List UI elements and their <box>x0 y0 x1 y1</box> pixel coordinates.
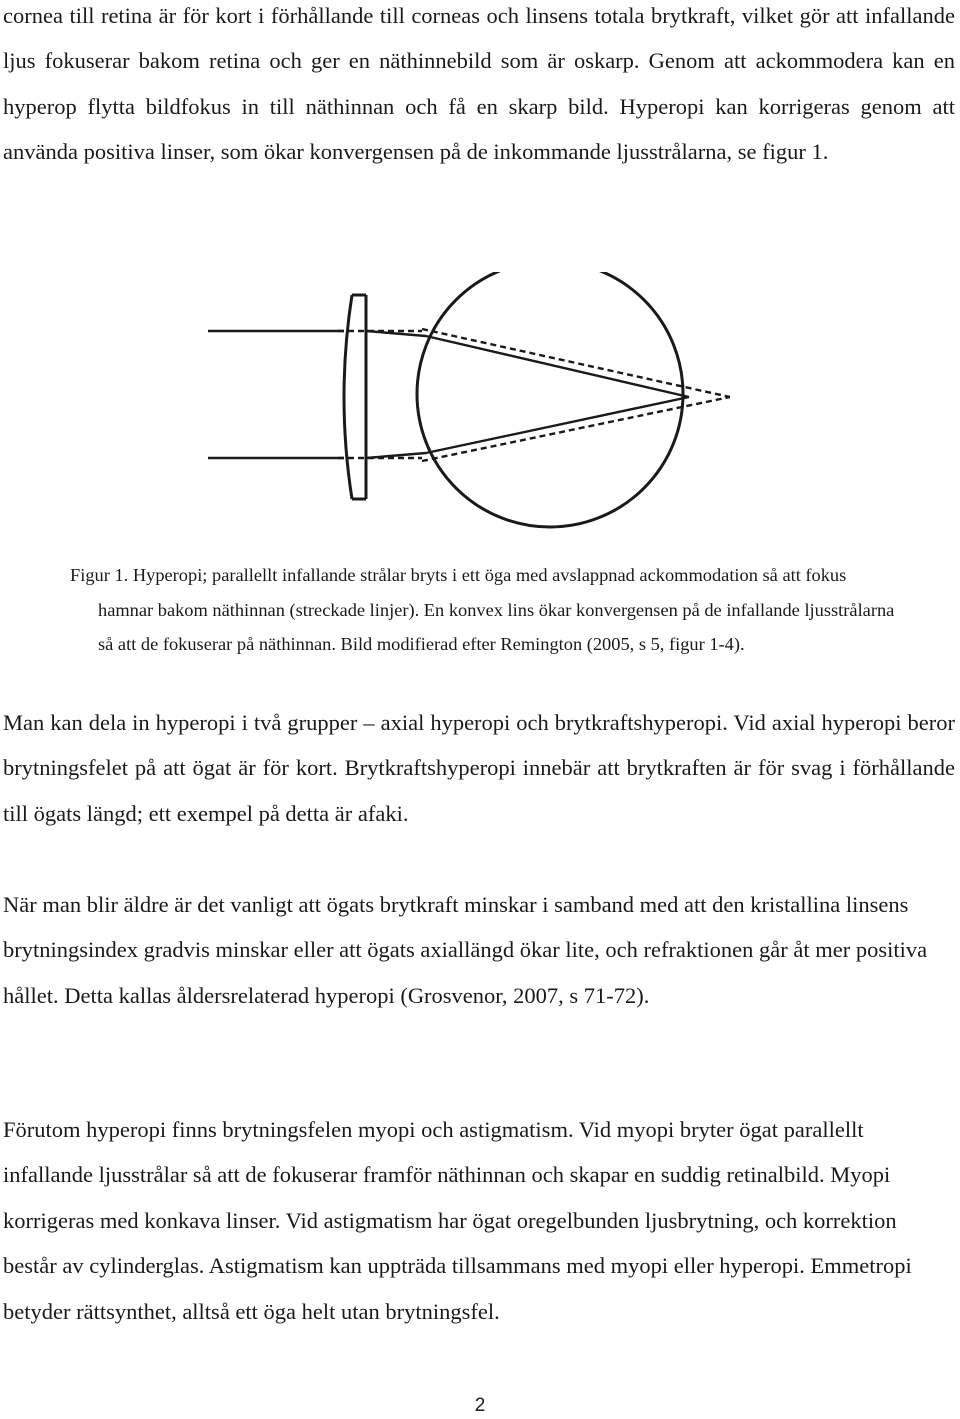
hyperopia-diagram <box>200 272 760 532</box>
page-number: 2 <box>474 1395 486 1416</box>
paragraph-refractive-errors: Förutom hyperopi finns brytningsfelen myopi och astigmatism. Vid myopi bryter ögat parallellt infallande ljusstrålar så att de fokuserar framför näthinnan och skapar en suddig retinalbild. Myopi korrigeras med konkava linser. Vid astigmatism har ögat oregelbunden ljusbrytning, och korrektion består av cylinderglas. Astigmatism kan uppträda tillsammans med myopi eller hyperopi. Emmetropi betyder rättsynthet, alltså ett öga helt utan brytningsfel. <box>3 1117 912 1324</box>
figure-hyperopia-diagram <box>200 272 760 532</box>
caption-line: hamnar bakom näthinnan (streckade linjer). En konvex lins ökar konvergensen på de infallande ljusstrålarna <box>98 599 895 620</box>
figure-caption <box>70 558 942 662</box>
paragraph-hyperopia-groups: Man kan dela in hyperopi i två grupper – axial hyperopi och brytkraftshyperopi. Vid axial hyperopi beror brytningsfelet på att ögat är för kort. Brytkraftshyperopi innebär att brytkraften är för svag i förhållande till ögats längd; ett exempel på detta är afaki. <box>3 710 955 826</box>
eye-globe <box>417 272 683 527</box>
caption-line: Figur 1. Hyperopi; parallellt infallande strålar bryts i ett öga med avslappnad ackommodation så att fokus <box>70 565 847 585</box>
paragraph-age-related-hyperopia: När man blir äldre är det vanligt att ögats brytkraft minskar i samband med att den kristallina linsens brytningsindex gradvis minskar eller att ögats axiallängd ökar lite, och refraktionen går åt mer positiva hållet. Detta kallas åldersrelaterad hyperopi (Grosvenor, 2007, s 71-72). <box>3 892 928 1008</box>
corrected-rays-inside-eye <box>426 336 689 453</box>
uncorrected-rays-dashed <box>338 329 730 461</box>
paragraph-hyperopia-correction: cornea till retina är för kort i förhållande till corneas och linsens totala brytkraft, vilket gör att infallande ljus fokuserar bakom retina och ger en näthinnebild som är oskarp. Genom att ackommodera kan en hyperop flytta bildfokus in till näthinnan och få en skarp bild. Hyperopi kan korrigeras genom att använda positiva linser, som ökar konvergensen på de inkommande ljusstrålarna, se figur 1. <box>3 3 955 165</box>
convex-lens <box>344 295 366 499</box>
incoming-rays <box>208 331 344 458</box>
caption-line: så att de fokuserar på näthinnan. Bild modifierad efter Remington (2005, s 5, figur 1-4). <box>98 634 745 654</box>
